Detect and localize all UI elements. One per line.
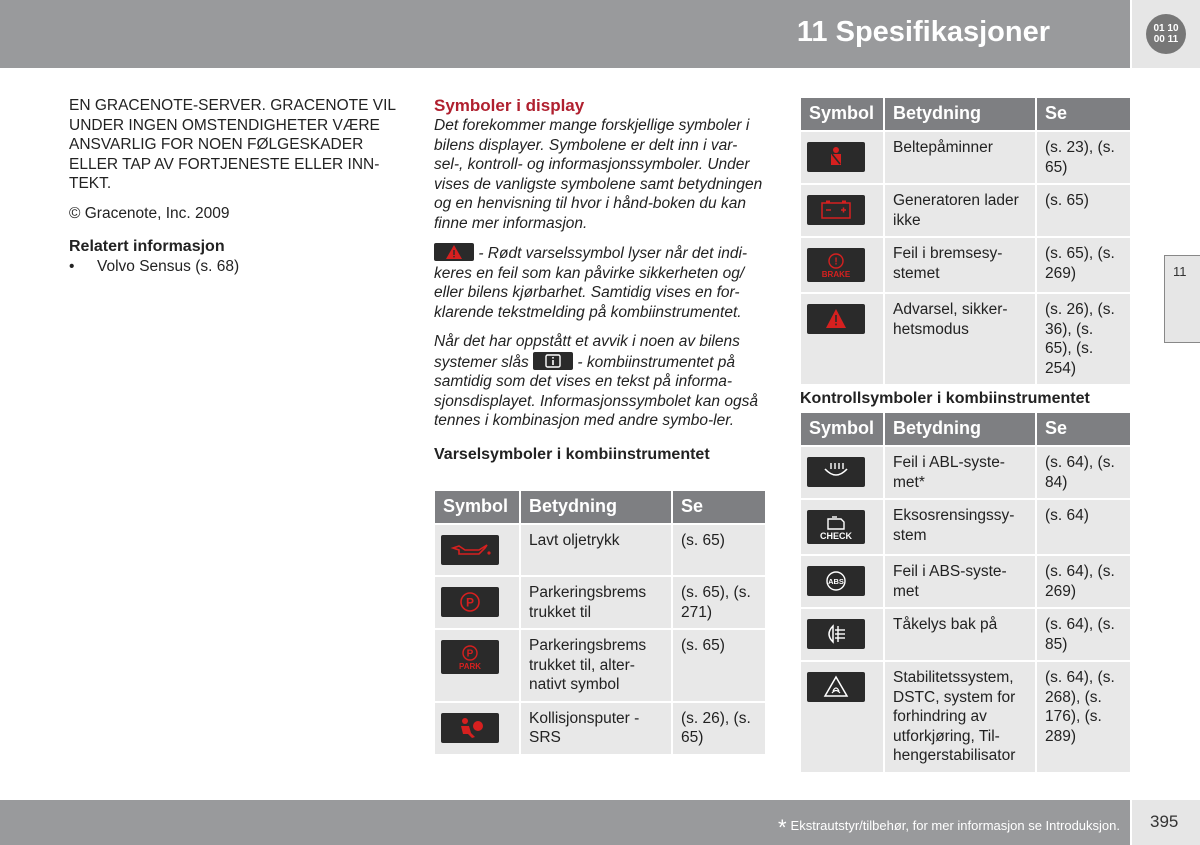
ref-cell[interactable]: (s. 26), (s. 36), (s. 65), (s. 254) bbox=[1037, 294, 1130, 384]
table-row bbox=[435, 577, 765, 628]
table-row bbox=[801, 662, 1130, 772]
ref-cell[interactable]: (s. 65), (s. 271) bbox=[673, 577, 765, 628]
ref-cell[interactable]: (s. 64), (s. 269) bbox=[1037, 556, 1130, 607]
chapter-title: 11 Spesifikasjoner bbox=[796, 16, 1050, 48]
meaning-cell: Lavt oljetrykk bbox=[521, 525, 671, 575]
info-symbol-icon bbox=[533, 352, 573, 370]
ref-cell[interactable]: (s. 65), (s. 269) bbox=[1037, 238, 1130, 292]
check-icon-label: CHECK bbox=[819, 530, 852, 541]
table-row bbox=[801, 447, 1130, 498]
page-number-box bbox=[1132, 800, 1200, 845]
symbol-cell bbox=[801, 294, 883, 384]
symbol-cell bbox=[801, 447, 883, 498]
symbol-cell bbox=[435, 577, 519, 628]
park-icon bbox=[441, 640, 499, 674]
info-paragraph bbox=[434, 332, 766, 431]
column-left bbox=[69, 96, 409, 277]
intro-text: Det forekommer mange forskjellige symboler i bilens displayer. Symbolene er delt inn i var-sel-, kontroll- og informasjonssymboler. Under vises de vanligste symbolene samt betydningen og en henvisning til hvor i hånd-boken du kan finne mer informasjon. bbox=[434, 117, 763, 232]
display-symbols-table bbox=[799, 96, 1132, 386]
table-row bbox=[801, 609, 1130, 660]
page-footer bbox=[0, 800, 1130, 845]
table-row bbox=[435, 525, 765, 575]
control-table-heading: Kontrollsymboler i kombiinstrumentet bbox=[800, 390, 1090, 407]
page-header bbox=[0, 0, 1130, 68]
chapter-badge-icon bbox=[1146, 14, 1186, 54]
meaning-cell: Parkeringsbrems trukket til, alter-nativt symbol bbox=[521, 630, 671, 701]
page-number: 395 bbox=[1150, 812, 1179, 831]
ref-cell[interactable]: (s. 65) bbox=[673, 525, 765, 575]
side-tab-label: 11 bbox=[1173, 264, 1187, 279]
symbol-cell bbox=[801, 185, 883, 236]
symbol-cell bbox=[435, 630, 519, 701]
column-middle bbox=[434, 96, 766, 470]
ref-cell[interactable]: (s. 65) bbox=[1037, 185, 1130, 236]
red-warning-paragraph bbox=[434, 243, 766, 322]
symbol-cell bbox=[801, 556, 883, 607]
meaning-cell: Feil i ABL-syste-met* bbox=[885, 447, 1035, 498]
meaning-cell: Stabilitetssystem, DSTC, system for forhindring av utforkjøring, Til-hengerstabilisator bbox=[885, 662, 1035, 772]
meaning-cell: Feil i bremsesy-stemet bbox=[885, 238, 1035, 292]
parking-brake-icon bbox=[441, 587, 499, 617]
check-engine-icon bbox=[807, 510, 865, 544]
abl-headlight-icon bbox=[807, 457, 865, 487]
disclaimer-text: EN GRACENOTE-SERVER. GRACENOTE VIL UNDER INGEN OMSTENDIGHETER VÆRE ANSVARLIG FOR NOEN FØLGESKADER ELLER TAP AV FORTJENESTE ELLER INN-TEKT. bbox=[69, 97, 396, 192]
related-link[interactable]: Volvo Sensus (s. 68) bbox=[97, 258, 240, 275]
ref-cell[interactable]: (s. 26), (s. 65) bbox=[673, 703, 765, 754]
meaning-cell: Tåkelys bak på bbox=[885, 609, 1035, 660]
table-row bbox=[801, 294, 1130, 384]
info-text-after: - kombiinstrumentet på samtidig som det vises en tekst på informa-sjonsdisplayet. Informasjonssymbolet kan også tennes i kombinasjon med andre symbo-ler. bbox=[434, 353, 758, 429]
col-header-symbol: Symbol bbox=[801, 98, 883, 130]
airbag-icon bbox=[441, 713, 499, 743]
bullet-icon: • bbox=[69, 258, 75, 275]
symbol-cell bbox=[435, 525, 519, 575]
warning-table-heading: Varselsymboler i kombiinstrumentet bbox=[434, 445, 710, 463]
table-row bbox=[801, 556, 1130, 607]
table-row bbox=[801, 185, 1130, 236]
related-heading: Relatert informasjon bbox=[69, 238, 225, 255]
footer-note bbox=[778, 815, 1120, 841]
svg-text:P: P bbox=[466, 648, 474, 659]
ref-cell[interactable]: (s. 64), (s. 268), (s. 176), (s. 289) bbox=[1037, 662, 1130, 772]
table-row bbox=[801, 132, 1130, 183]
brake-icon-label: BRAKE bbox=[821, 269, 851, 279]
col-header-meaning: Betydning bbox=[885, 413, 1035, 445]
table-row bbox=[435, 703, 765, 754]
symbol-cell bbox=[435, 703, 519, 754]
meaning-cell: Feil i ABS-syste-met bbox=[885, 556, 1035, 607]
red-warning-text: - Rødt varselssymbol lyser når det indi-keres en feil som kan påvirke sikkerheten og/ eller bilens kjørbarhet. Samtidig vises en for-klarende tekstmelding på kombiinstrumentet. bbox=[434, 245, 748, 321]
col-header-symbol: Symbol bbox=[801, 413, 883, 445]
table-row bbox=[435, 630, 765, 701]
park-icon-label: PARK bbox=[458, 661, 482, 671]
col-header-ref: Se bbox=[1037, 98, 1130, 130]
red-warning-triangle-icon bbox=[434, 243, 474, 261]
ref-cell[interactable]: (s. 23), (s. 65) bbox=[1037, 132, 1130, 183]
copyright-text: © Gracenote, Inc. 2009 bbox=[69, 204, 230, 222]
ref-cell[interactable]: (s. 64), (s. 85) bbox=[1037, 609, 1130, 660]
asterisk-icon: * bbox=[777, 815, 787, 840]
symbol-cell bbox=[801, 609, 883, 660]
side-chapter-tab[interactable] bbox=[1164, 255, 1200, 343]
ref-cell[interactable]: (s. 64), (s. 84) bbox=[1037, 447, 1130, 498]
symbol-cell bbox=[801, 238, 883, 292]
abs-icon-label: ABS bbox=[828, 577, 844, 586]
oil-pressure-icon bbox=[441, 535, 499, 565]
svg-text:P: P bbox=[465, 595, 475, 610]
battery-icon bbox=[807, 195, 865, 225]
svg-text:!: ! bbox=[834, 256, 838, 267]
related-list-item[interactable] bbox=[69, 257, 409, 277]
brake-icon bbox=[807, 248, 865, 282]
seatbelt-icon bbox=[807, 142, 865, 172]
meaning-cell: Advarsel, sikker-hetsmodus bbox=[885, 294, 1035, 384]
symbol-cell bbox=[801, 132, 883, 183]
symbol-cell bbox=[801, 500, 883, 554]
abs-icon bbox=[807, 566, 865, 596]
warning-symbols-table bbox=[433, 489, 767, 756]
rear-fog-icon bbox=[807, 619, 865, 649]
col-header-meaning: Betydning bbox=[521, 491, 671, 523]
chapter-tab bbox=[1132, 0, 1200, 68]
section-heading: Symboler i display bbox=[434, 96, 585, 115]
col-header-ref: Se bbox=[1037, 413, 1130, 445]
meaning-cell: Beltepåminner bbox=[885, 132, 1035, 183]
table-row bbox=[801, 238, 1130, 292]
meaning-cell: Generatoren lader ikke bbox=[885, 185, 1035, 236]
meaning-cell: Eksosrensingssy-stem bbox=[885, 500, 1035, 554]
control-symbols-table bbox=[799, 411, 1132, 774]
footer-note-text: Ekstrautstyr/tilbehør, for mer informasjon se Introduksjon. bbox=[790, 818, 1120, 833]
badge-top-text: 01 10 bbox=[1153, 23, 1179, 34]
symbol-cell bbox=[801, 662, 883, 772]
table-row bbox=[801, 500, 1130, 554]
meaning-cell: Kollisjonsputer - SRS bbox=[521, 703, 671, 754]
meaning-cell: Parkeringsbrems trukket til bbox=[521, 577, 671, 628]
ref-cell[interactable]: (s. 65) bbox=[673, 630, 765, 701]
hazard-triangle-icon bbox=[807, 304, 865, 334]
stability-icon bbox=[807, 672, 865, 702]
col-header-ref: Se bbox=[673, 491, 765, 523]
info-text-before: Når det har oppstått et avvik i noen av bilens systemer slås bbox=[434, 333, 740, 371]
ref-cell[interactable]: (s. 64) bbox=[1037, 500, 1130, 554]
badge-bottom-text: 00 11 bbox=[1153, 34, 1179, 45]
col-header-symbol: Symbol bbox=[435, 491, 519, 523]
col-header-meaning: Betydning bbox=[885, 98, 1035, 130]
